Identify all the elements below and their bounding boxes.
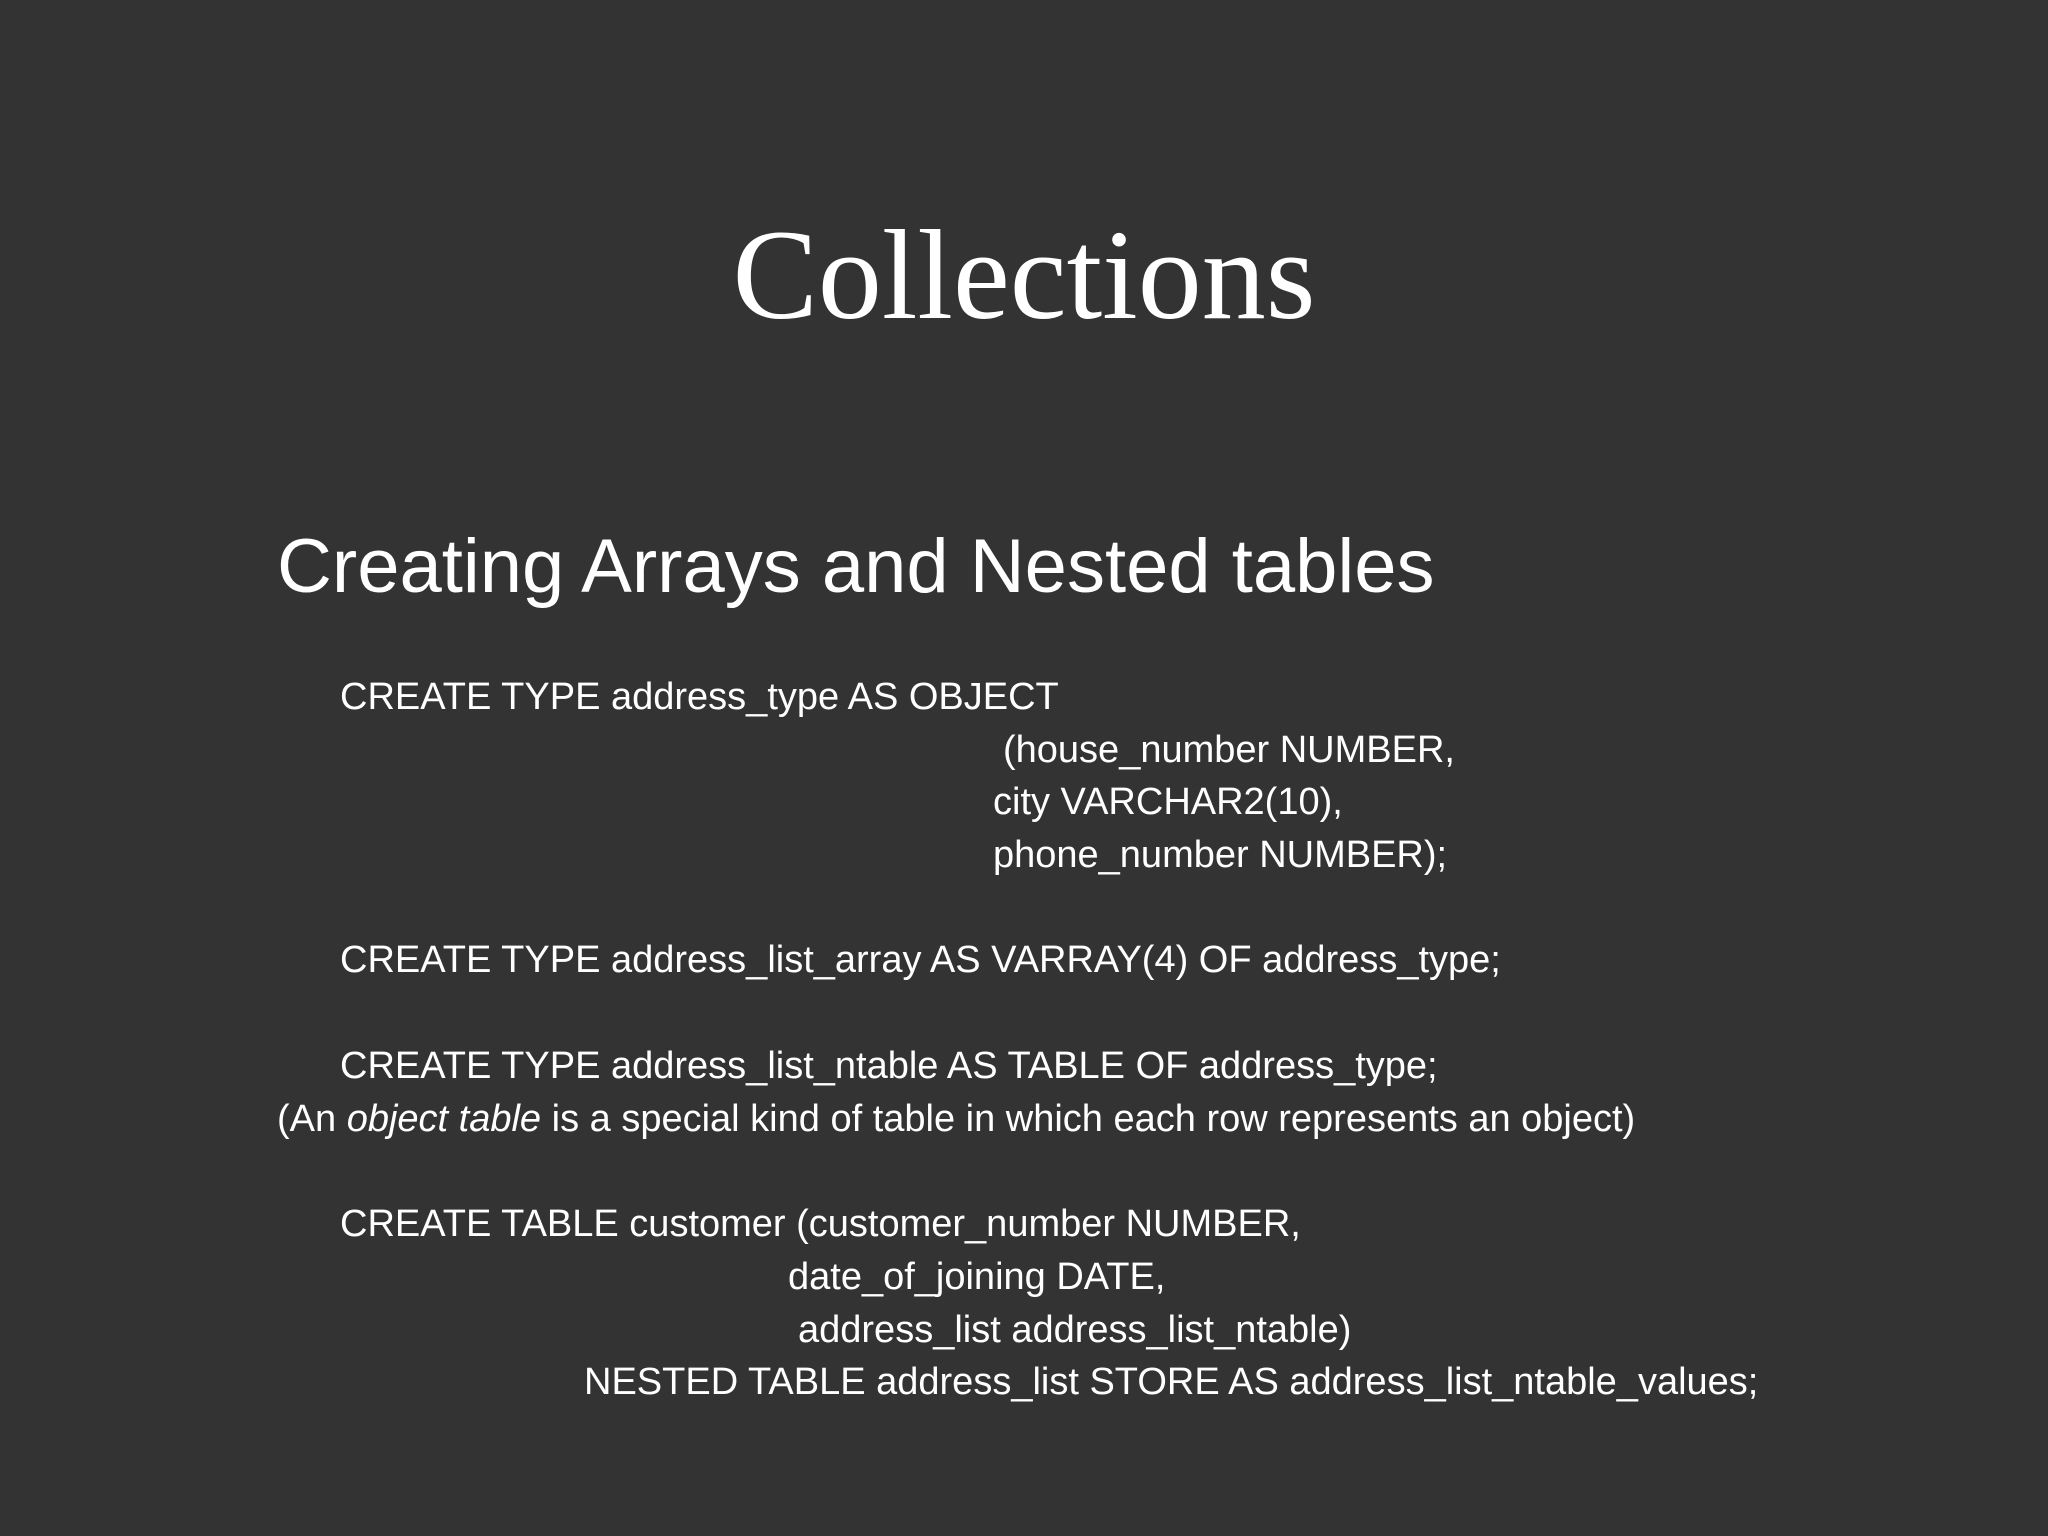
note-prefix: (An (277, 1098, 347, 1140)
code-line-nested-table-store: NESTED TABLE address_list STORE AS address_list_ntable_values; (584, 1361, 1759, 1403)
note-suffix: is a special kind of table in which each row represents an object) (541, 1098, 1636, 1140)
code-line-phone-number: phone_number NUMBER); (993, 834, 1448, 876)
slide-subtitle: Creating Arrays and Nested tables (277, 524, 1435, 609)
code-line-create-nested-table-type: CREATE TYPE address_list_ntable AS TABLE OF address_type; (340, 1045, 1438, 1087)
code-line-create-varray: CREATE TYPE address_list_array AS VARRAY(4) OF address_type; (340, 939, 1501, 981)
code-line-create-table-customer: CREATE TABLE customer (customer_number NUMBER, (340, 1203, 1301, 1245)
code-line-city: city VARCHAR2(10), (993, 781, 1343, 823)
object-table-note (277, 1093, 1635, 1145)
code-line-date-of-joining: date_of_joining DATE, (788, 1256, 1166, 1298)
slide-title: Collections (732, 204, 1316, 346)
code-line-address-list: address_list address_list_ntable) (798, 1309, 1352, 1351)
note-italic-term: object table (346, 1098, 542, 1140)
code-line-create-type-object: CREATE TYPE address_type AS OBJECT (340, 676, 1059, 718)
code-line-house-number: (house_number NUMBER, (1003, 729, 1455, 771)
